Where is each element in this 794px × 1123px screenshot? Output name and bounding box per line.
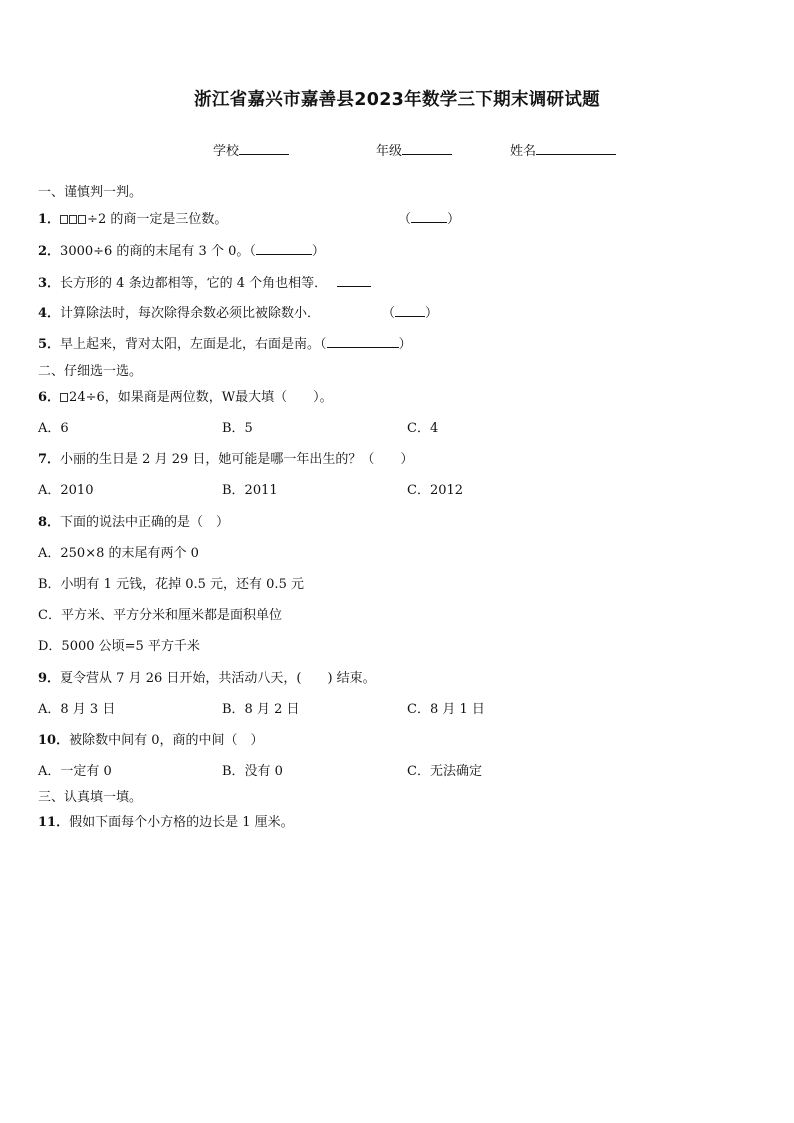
- q5-text: 早上起来，背对太阳，左面是北，右面是南。（: [60, 337, 327, 352]
- q1-paren-open: （: [398, 212, 412, 227]
- q5-answer-blank[interactable]: [327, 335, 399, 348]
- q7-option-c[interactable]: C．2012: [407, 483, 464, 498]
- q4-answer-slot[interactable]: [382, 302, 438, 321]
- school-label: 学校: [213, 144, 240, 159]
- section2-heading: 二、仔细选一选。: [38, 364, 143, 379]
- square-box-icon: [60, 393, 68, 402]
- q6-text: 24÷6，如果商是两位数，W最大填（ ）。: [69, 390, 333, 405]
- school-field[interactable]: [213, 140, 289, 159]
- name-label: 姓名: [510, 144, 537, 159]
- q10-number: 10．: [38, 733, 70, 748]
- section3-heading: 三、认真填一填。: [38, 790, 143, 805]
- q1-squares: [60, 212, 87, 227]
- q4-answer-blank[interactable]: [395, 304, 425, 317]
- question-4: [38, 302, 320, 321]
- q1-answer-blank[interactable]: [411, 210, 447, 223]
- q3-answer-blank[interactable]: [337, 274, 371, 287]
- q2-answer-blank[interactable]: [256, 242, 312, 255]
- q10-text: 被除数中间有 0，商的中间（ ）: [69, 733, 264, 748]
- q4-paren-close: ）: [425, 306, 439, 321]
- q2-close: ）: [311, 244, 325, 259]
- question-8: [38, 511, 229, 530]
- q1-text: ÷2 的商一定是三位数。: [87, 212, 228, 227]
- q7-number: 7．: [38, 452, 61, 467]
- question-7: [38, 448, 413, 467]
- q10-option-b[interactable]: B．没有 0: [222, 764, 283, 779]
- q10-option-a[interactable]: A．一定有 0: [38, 764, 112, 779]
- square-box-icon: [69, 215, 77, 224]
- q8-option-d[interactable]: D．5000 公顷=5 平方千米: [38, 639, 200, 654]
- name-blank[interactable]: [536, 141, 616, 155]
- q9-option-c[interactable]: C．8 月 1 日: [407, 702, 485, 717]
- school-blank[interactable]: [239, 141, 289, 155]
- q9-option-a[interactable]: A．8 月 3 日: [38, 702, 116, 717]
- section1-heading: 一、谨慎判一判。: [38, 185, 143, 200]
- q2-number: 2．: [38, 244, 61, 259]
- question-6: [38, 386, 333, 405]
- grade-blank[interactable]: [402, 141, 452, 155]
- q11-text: 假如下面每个小方格的边长是 1 厘米。: [69, 815, 294, 830]
- q9-number: 9．: [38, 671, 61, 686]
- q8-text: 下面的说法中正确的是（ ）: [60, 515, 230, 530]
- q8-option-c[interactable]: C．平方米、平方分米和厘米都是面积单位: [38, 608, 282, 623]
- grade-field[interactable]: [376, 140, 452, 159]
- grade-label: 年级: [376, 144, 403, 159]
- q1-paren-close: ）: [447, 212, 461, 227]
- q3-number: 3．: [38, 276, 61, 291]
- q6-number: 6．: [38, 390, 61, 405]
- q8-number: 8．: [38, 515, 61, 530]
- q6-option-b[interactable]: B．5: [222, 421, 253, 436]
- q4-paren-open: （: [382, 306, 396, 321]
- q9-text: 夏令营从 7 月 26 日开始，共活动八天，( ) 结束。: [60, 671, 376, 686]
- q4-text: 计算除法时，每次除得余数必须比被除数小．: [60, 306, 321, 321]
- q1-answer-slot[interactable]: [398, 208, 460, 227]
- q7-text: 小丽的生日是 2 月 29 日，她可能是哪一年出生的？（ ）: [60, 452, 414, 467]
- q6-option-c[interactable]: C．4: [407, 421, 439, 436]
- q6-option-a[interactable]: A．6: [38, 421, 69, 436]
- question-9: [38, 667, 376, 686]
- q8-option-b[interactable]: B．小明有 1 元钱，花掉 0.5 元，还有 0.5 元: [38, 577, 304, 592]
- q5-number: 5．: [38, 337, 61, 352]
- q8-option-a[interactable]: A．250×8 的末尾有两个 0: [38, 546, 199, 561]
- q9-option-b[interactable]: B．8 月 2 日: [222, 702, 300, 717]
- q2-text: 3000÷6 的商的末尾有 3 个 0。（: [60, 244, 256, 259]
- page-title: 浙江省嘉兴市嘉善县2023年数学三下期末调研试题: [194, 90, 600, 110]
- question-5: [38, 333, 412, 352]
- question-2: [38, 240, 325, 259]
- square-box-icon: [78, 215, 86, 224]
- q4-number: 4．: [38, 306, 61, 321]
- question-1: [38, 208, 227, 227]
- square-box-icon: [60, 215, 68, 224]
- question-11: [38, 811, 294, 830]
- q1-number: 1．: [38, 212, 61, 227]
- q10-option-c[interactable]: C．无法确定: [407, 764, 482, 779]
- q11-number: 11．: [38, 815, 70, 830]
- question-3: [38, 272, 371, 291]
- name-field[interactable]: [510, 140, 616, 159]
- q7-option-b[interactable]: B．2011: [222, 483, 278, 498]
- q3-text: 长方形的 4 条边都相等，它的 4 个角也相等．: [60, 276, 328, 291]
- q5-close: ）: [398, 337, 412, 352]
- question-10: [38, 729, 264, 748]
- q7-option-a[interactable]: A．2010: [38, 483, 94, 498]
